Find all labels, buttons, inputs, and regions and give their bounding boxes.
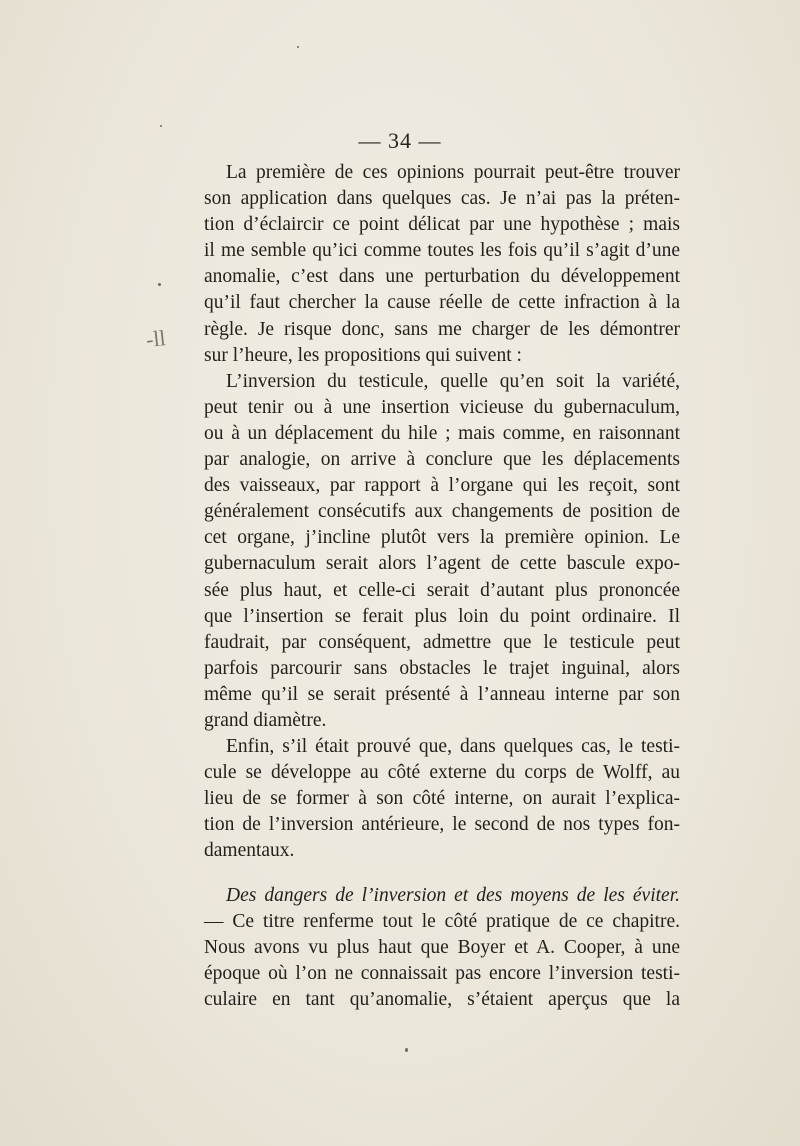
text-line: généralement consécutifs aux changements de position de xyxy=(204,501,680,523)
text-line: des vaisseaux, par rapport à l’organe qui les reçoit, sont xyxy=(204,475,680,497)
text-line: tion d’éclaircir ce point délicat par une hypothèse ; mais xyxy=(204,214,680,236)
paragraph-inversion xyxy=(204,369,680,734)
text-line: gubernaculum serait alors l’agent de cette bascule expo- xyxy=(204,553,680,575)
text-line: peut tenir ou à une insertion vicieuse du gubernaculum, xyxy=(204,396,680,418)
text-line: Nous avons vu plus haut que Boyer et A. Cooper, à une xyxy=(204,936,680,958)
text-line: Enfin, s’il était prouvé que, dans quelques cas, le testi- xyxy=(226,736,680,758)
text-line: sée plus haut, et celle-ci serait d’autant plus prononcée xyxy=(204,579,680,601)
text-line: L’inversion du testicule, quelle qu’en soit la variété, xyxy=(226,370,680,392)
text-line: son application dans quelques cas. Je n’ai pas la préten- xyxy=(204,188,680,210)
text-line: lieu de se former à son côté interne, on aurait l’explica- xyxy=(204,788,680,810)
text-line: faudrait, par conséquent, admettre que le testicule peut xyxy=(204,631,680,653)
paper-speck xyxy=(297,46,299,48)
text-line: tion de l’inversion antérieure, le second de nos types fon- xyxy=(204,814,680,836)
text-line: que l’insertion se ferait plus loin du point ordinaire. Il xyxy=(204,605,680,627)
section-spacer xyxy=(204,865,680,883)
paragraph-opinions xyxy=(204,160,680,369)
body-text xyxy=(204,160,680,1013)
paragraph-enfin xyxy=(204,734,680,864)
text-line: époque où l’on ne connaissait pas encore l’inversion testi- xyxy=(204,962,680,984)
text-line: même qu’il se serait présenté à l’anneau interne par son xyxy=(204,683,680,705)
paper-speck xyxy=(405,1048,408,1052)
text-line: cet organe, j’incline plutôt vers la première opinion. Le xyxy=(204,527,680,549)
text-line: par analogie, on arrive à conclure que les déplacements xyxy=(204,449,680,471)
section-heading: Des dangers de l’inversion et des moyens de les éviter. xyxy=(226,884,680,906)
paper-speck xyxy=(160,125,162,127)
text-line: qu’il faut chercher la cause réelle de cette infraction à la xyxy=(204,292,680,314)
text-line: culaire en tant qu’anomalie, s’étaient aperçus que la xyxy=(204,988,680,1010)
text-line: il me semble qu’ici comme toutes les fois qu’il s’agit d’une xyxy=(204,240,680,262)
text-line: cule se développe au côté externe du corps de Wolff, au xyxy=(204,762,680,784)
text-line: parfois parcourir sans obstacles le trajet inguinal, alors xyxy=(204,657,680,679)
margin-annotation: -ll xyxy=(144,325,167,352)
text-line: anomalie, c’est dans une perturbation du développement xyxy=(204,266,680,288)
text-line: — Ce titre renferme tout le côté pratique de ce chapitre. xyxy=(204,910,680,932)
text-line: sur l’heure, les propositions qui suivent : xyxy=(204,344,522,366)
text-line: ou à un déplacement du hile ; mais comme, en raisonnant xyxy=(204,422,680,444)
paper-speck xyxy=(158,283,161,286)
text-line: La première de ces opinions pourrait peut-être trouver xyxy=(226,162,680,183)
text-line: règle. Je risque donc, sans me charger de les démontrer xyxy=(204,318,680,340)
text-line: damentaux. xyxy=(204,840,295,862)
page-number: — 34 — xyxy=(358,128,442,153)
text-line: grand diamètre. xyxy=(204,709,327,731)
paragraph-dangers xyxy=(204,883,680,1013)
